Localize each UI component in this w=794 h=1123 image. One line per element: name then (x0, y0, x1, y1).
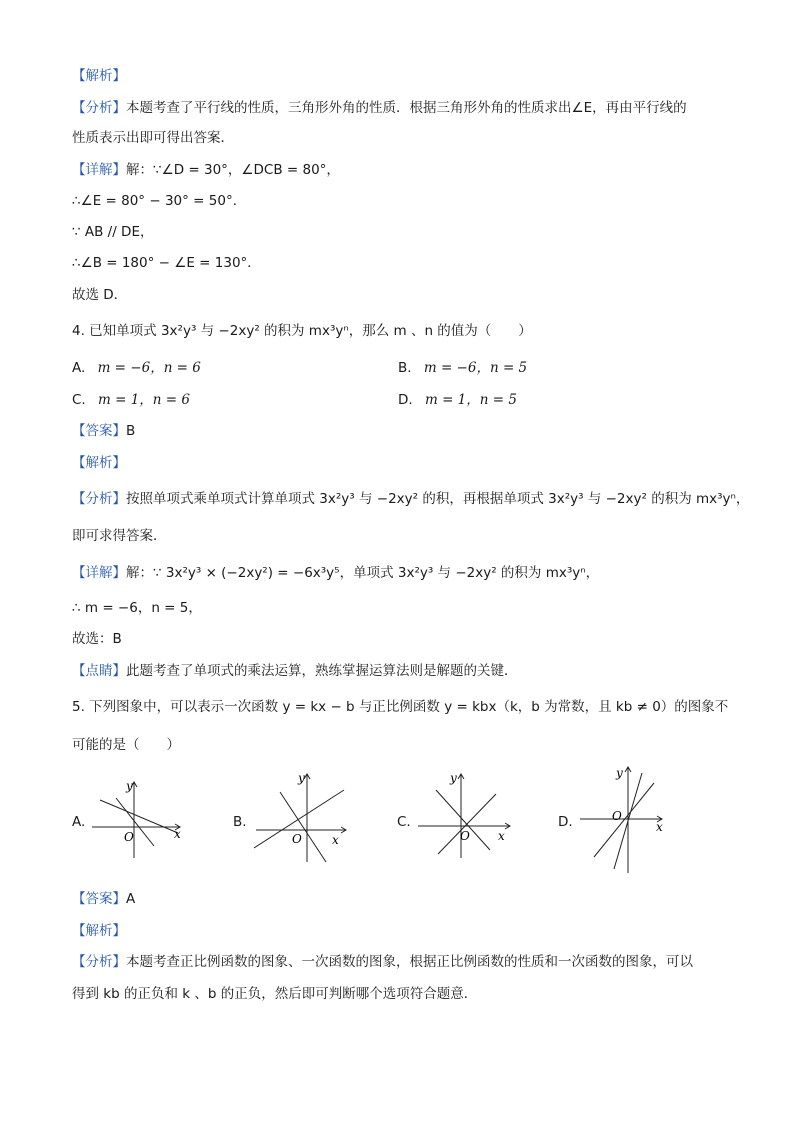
q3-fenxi-text-1: 本题考查了平行线的性质，三角形外角的性质．根据三角形外角的性质求出∠E，再由平行线的 (126, 100, 687, 116)
q4-choice: 故选：B (72, 631, 122, 647)
option-letter: D. (398, 392, 413, 408)
q5-stem-line-2: 可能的是（ ） (72, 737, 180, 753)
option-text: m = −6，n = 6 (97, 360, 201, 376)
q4-stem: 4. 已知单项式 3x²y³ 与 −2xy² 的积为 mx³yⁿ，那么 m 、n 的值为（ ） (72, 323, 532, 339)
q5-fenxi-text-1: 本题考查正比例函数的图象、一次函数的图象，根据正比例函数的性质和一次函数的图象，可以 (126, 954, 693, 970)
option-text: m = 1，n = 5 (424, 392, 517, 408)
q4-step-1: ∴ m = −6，n = 5， (72, 600, 202, 616)
y-label: y (450, 771, 457, 785)
answer-tag: 【答案】 (72, 891, 126, 907)
x-label: x (174, 827, 181, 841)
q5-fenxi-line-2: 得到 kb 的正负和 k 、b 的正负，然后即可判断哪个选项符合题意． (72, 986, 478, 1002)
graph-a (88, 770, 198, 860)
q4-option-b (398, 358, 527, 378)
q4-fenxi-text-1: 按照单项式乘单项式计算单项式 3x²y³ 与 −2xy² 的积，再根据单项式 3x²y³ 与 −2xy² 的积为 mx³yⁿ， (126, 491, 750, 507)
jiexi-tag: 【解析】 (72, 68, 126, 84)
option-letter: A. (72, 360, 86, 376)
x-label: x (656, 820, 663, 834)
q5-stem-line-1: 5. 下列图象中，可以表示一次函数 y = kx − b 与正比例函数 y = kbx（k，b 为常数，且 kb ≠ 0）的图象不 (72, 699, 729, 715)
y-label: y (616, 766, 623, 780)
graph-a-label: A. (72, 814, 86, 830)
origin-label: O (124, 830, 134, 844)
q3-xiangjie-text: 解：∵∠D = 30°，∠DCB = 80°， (126, 162, 340, 178)
y-label: y (126, 779, 133, 793)
graph-d-label: D. (558, 814, 573, 830)
q4-answer: B (126, 423, 136, 439)
q3-choice: 故选 D． (72, 287, 128, 303)
option-text: m = 1，n = 6 (98, 392, 190, 408)
graph-c (414, 768, 524, 868)
answer-tag: 【答案】 (72, 423, 126, 439)
graph-b (250, 768, 360, 868)
q4-option-d (398, 390, 517, 410)
q4-dianjing-text: 此题考查了单项式的乘法运算，熟练掌握运算法则是解题的关键． (126, 663, 518, 679)
function-line-2 (116, 798, 154, 846)
option-letter: B. (398, 360, 412, 376)
q3-step-3: ∴∠B = 180° − ∠E = 130°． (72, 255, 261, 271)
q4-option-a (72, 358, 201, 378)
fenxi-tag: 【分析】 (72, 491, 126, 507)
q3-fenxi-text-2: 性质表示出即可得出答案． (72, 130, 234, 146)
origin-label: O (460, 829, 470, 843)
q4-xiangjie-text: 解：∵ 3x²y³ × (−2xy²) = −6x³y⁵，单项式 3x²y³ 与 −2xy² 的积为 mx³yⁿ， (126, 565, 600, 581)
x-label: x (498, 829, 505, 843)
jiexi-tag: 【解析】 (72, 455, 126, 471)
q3-fenxi-line-2 (72, 128, 234, 148)
q4-fenxi-line-1 (72, 489, 749, 509)
x-label: x (332, 833, 339, 847)
option-letter: C. (72, 392, 86, 408)
graph-c-label: C. (397, 814, 411, 830)
function-line-2 (438, 794, 496, 854)
origin-label: O (292, 832, 302, 846)
xiangjie-tag: 【详解】 (72, 162, 126, 178)
y-label: y (298, 771, 305, 785)
xiangjie-tag: 【详解】 (72, 565, 126, 581)
dianjing-tag: 【点睛】 (72, 663, 126, 679)
q5-jiexi-heading (72, 921, 126, 941)
q4-fenxi-line-2: 即可求得答案． (72, 528, 167, 544)
q4-xiangjie-line (72, 563, 599, 583)
q4-answer-line (72, 421, 135, 441)
graph-d (576, 763, 676, 878)
q5-fenxi-line-1 (72, 952, 693, 972)
q3-xiangjie-line (72, 160, 340, 180)
q3-step-2: ∵ AB // DE， (72, 224, 154, 240)
function-line-1 (100, 800, 178, 833)
function-line-1 (594, 783, 654, 857)
q3-jiexi-heading (72, 66, 126, 86)
q5-answer-line (72, 889, 135, 909)
q5-answer: A (126, 891, 136, 907)
q4-option-c (72, 390, 190, 410)
graph-b-label: B. (233, 814, 247, 830)
q3-fenxi-line-1 (72, 98, 687, 118)
q4-jiexi-heading (72, 453, 126, 473)
origin-label: O (612, 809, 622, 823)
jiexi-tag: 【解析】 (72, 923, 126, 939)
fenxi-tag: 【分析】 (72, 954, 126, 970)
option-text: m = −6，n = 5 (423, 360, 528, 376)
fenxi-tag: 【分析】 (72, 100, 126, 116)
q3-step-1: ∴∠E = 80° − 30° = 50°． (72, 193, 247, 209)
q4-dianjing-line (72, 661, 518, 681)
